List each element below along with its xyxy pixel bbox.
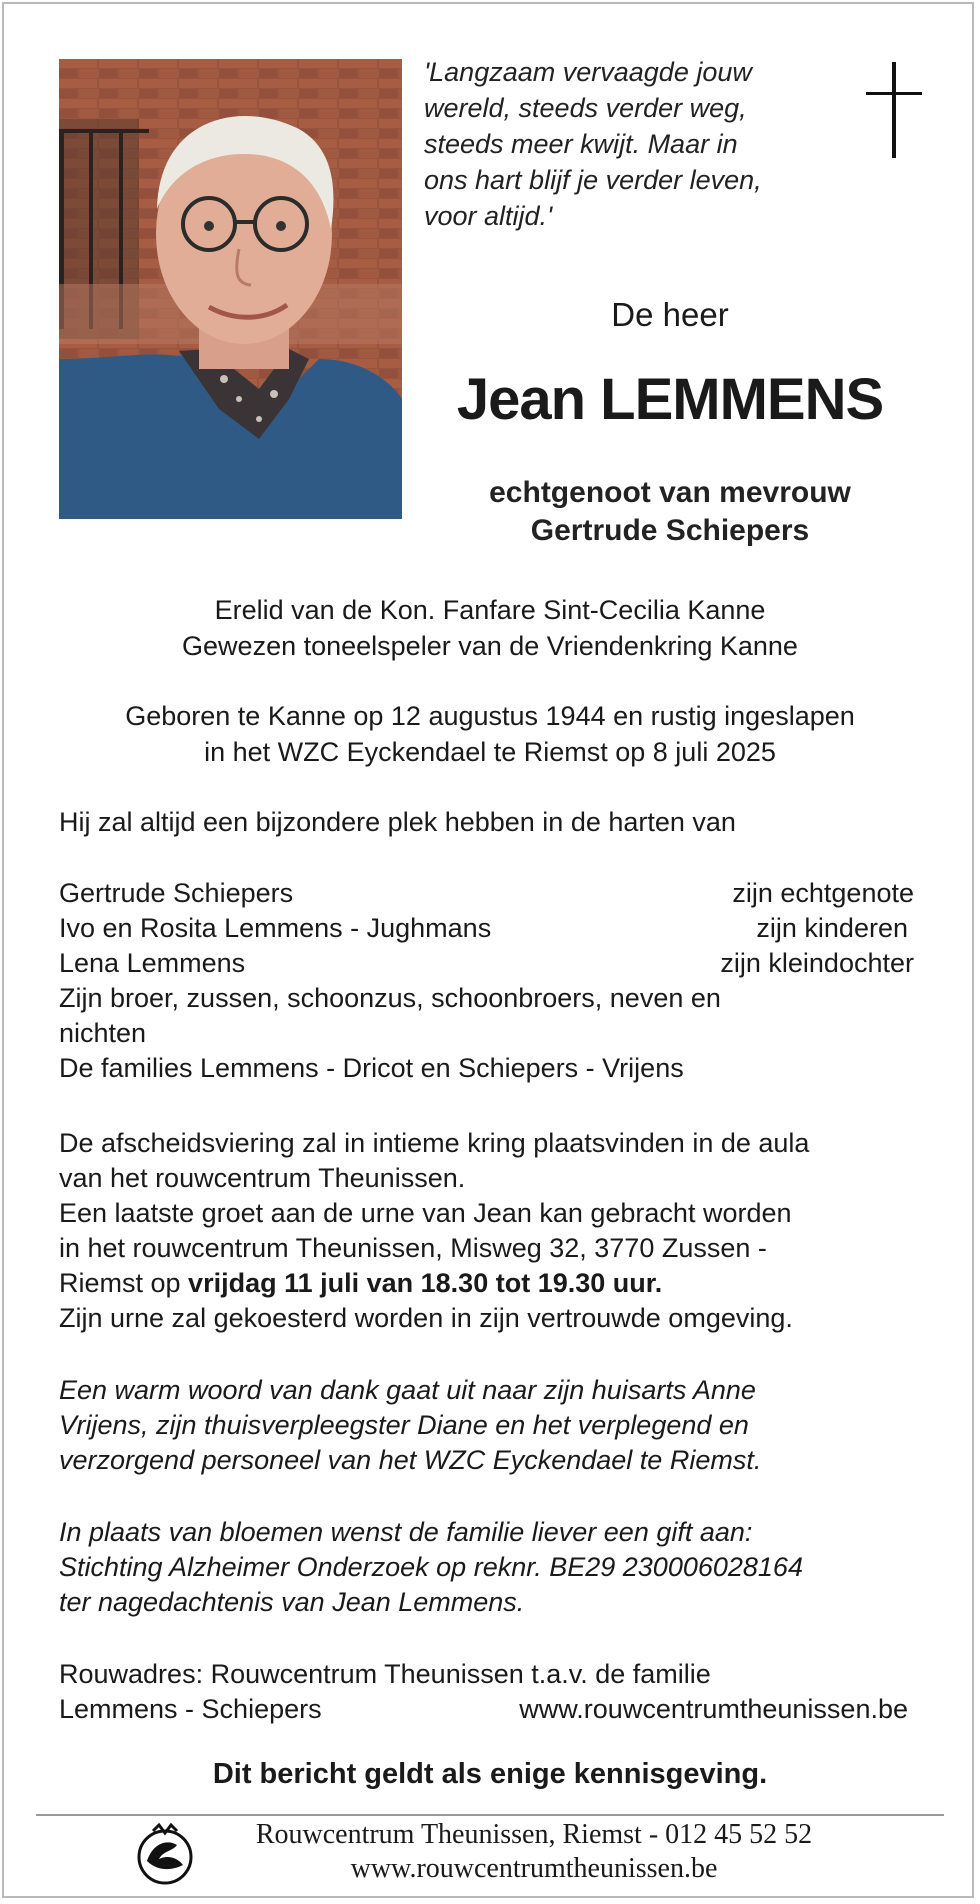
relative-name: Gertrude Schiepers <box>59 878 294 908</box>
spouse-line-1: echtgenoot van mevrouw <box>489 476 851 509</box>
gift-block <box>59 1515 929 1620</box>
honorific: De heer <box>611 296 729 333</box>
funeral-home-logo-icon <box>133 1821 197 1885</box>
role-line: Erelid van de Kon. Fanfare Sint-Cecilia Kanne <box>214 595 766 625</box>
other-relatives-line: Zijn broer, zussen, schoonzus, schoonbroers, neven en <box>59 983 721 1013</box>
address-line: Rouwadres: Rouwcentrum Theunissen t.a.v. de familie <box>59 1659 711 1689</box>
other-relatives-line: nichten <box>59 1018 147 1048</box>
relatives-list <box>59 876 914 1086</box>
role-line: Gewezen toneelspeler van de Vriendenkring Kanne <box>182 631 798 661</box>
thanks-line: Een warm woord van dank gaat uit naar zijn huisarts Anne <box>59 1375 756 1405</box>
roles-block <box>40 592 940 664</box>
memorial-quote <box>424 54 844 234</box>
relative-row <box>59 946 914 981</box>
footer <box>204 1818 864 1886</box>
ceremony-line: Een laatste groet aan de urne van Jean kan gebracht worden <box>59 1198 792 1228</box>
relative-relation: zijn kleindochter <box>720 948 914 978</box>
ceremony-line <box>59 1266 929 1301</box>
portrait-photo <box>59 59 402 519</box>
deceased-name: Jean LEMMENS <box>456 367 884 432</box>
relative-relation: zijn kinderen <box>756 913 908 943</box>
spouse-line-2: Gertrude Schiepers <box>530 514 810 547</box>
birth-death-line: in het WZC Eyckendael te Riemst op 8 juli 2025 <box>204 737 776 767</box>
relative-row <box>59 876 914 911</box>
gift-line: ter nagedachtenis van Jean Lemmens. <box>59 1587 525 1617</box>
ceremony-line: in het rouwcentrum Theunissen, Misweg 32, 3770 Zussen - <box>59 1233 767 1263</box>
notice-text: Dit bericht geldt als enige kennisgeving. <box>212 1758 768 1790</box>
ceremony-time: vrijdag 11 juli van 18.30 tot 19.30 uur. <box>188 1268 663 1298</box>
birth-death-block <box>40 698 940 770</box>
other-relatives-line: De families Lemmens - Dricot en Schiepers - Vrijens <box>59 1053 684 1083</box>
gift-line: In plaats van bloemen wenst de familie liever een gift aan: <box>59 1517 753 1547</box>
address-website: www.rouwcentrumtheunissen.be <box>519 1694 908 1724</box>
birth-death-line: Geboren te Kanne op 12 augustus 1944 en rustig ingeslapen <box>125 701 855 731</box>
footer-website: www.rouwcentrumtheunissen.be <box>350 1853 718 1884</box>
relative-relation: zijn echtgenote <box>732 878 914 908</box>
address-line <box>59 1692 914 1727</box>
cross-icon <box>864 62 924 158</box>
address-block <box>59 1657 914 1727</box>
ceremony-line: Zijn urne zal gekoesterd worden in zijn vertrouwde omgeving. <box>59 1303 793 1333</box>
quote-line: voor altijd.' <box>424 201 553 231</box>
gift-line: Stichting Alzheimer Onderzoek op reknr. BE29 230006028164 <box>59 1552 803 1582</box>
ceremony-line: De afscheidsviering zal in intieme kring plaatsvinden in de aula <box>59 1128 810 1158</box>
footer-contact: Rouwcentrum Theunissen, Riemst - 012 45 52 52 <box>255 1819 813 1850</box>
thanks-line: verzorgend personeel van het WZC Eyckendael te Riemst. <box>59 1445 762 1475</box>
quote-line: ons hart blijf je verder leven, <box>424 165 762 195</box>
relative-name: Lena Lemmens <box>59 948 246 978</box>
ceremony-prefix: Riemst op <box>59 1268 189 1298</box>
ceremony-line: van het rouwcentrum Theunissen. <box>59 1163 466 1193</box>
relatives-intro: Hij zal altijd een bijzondere plek hebben in de harten van <box>59 807 736 837</box>
ceremony-block <box>59 1126 929 1336</box>
thanks-line: Vrijens, zijn thuisverpleegster Diane en het verplegend en <box>59 1410 749 1440</box>
relative-row <box>59 911 914 946</box>
thanks-block <box>59 1373 929 1478</box>
quote-line: steeds meer kwijt. Maar in <box>424 129 738 159</box>
relative-name: Ivo en Rosita Lemmens - Jughmans <box>59 913 492 943</box>
footer-divider <box>36 1814 944 1816</box>
spouse-line <box>410 474 930 550</box>
quote-line: 'Langzaam vervaagde jouw <box>424 57 752 87</box>
quote-line: wereld, steeds verder weg, <box>424 93 747 123</box>
address-family: Lemmens - Schiepers <box>59 1694 322 1724</box>
